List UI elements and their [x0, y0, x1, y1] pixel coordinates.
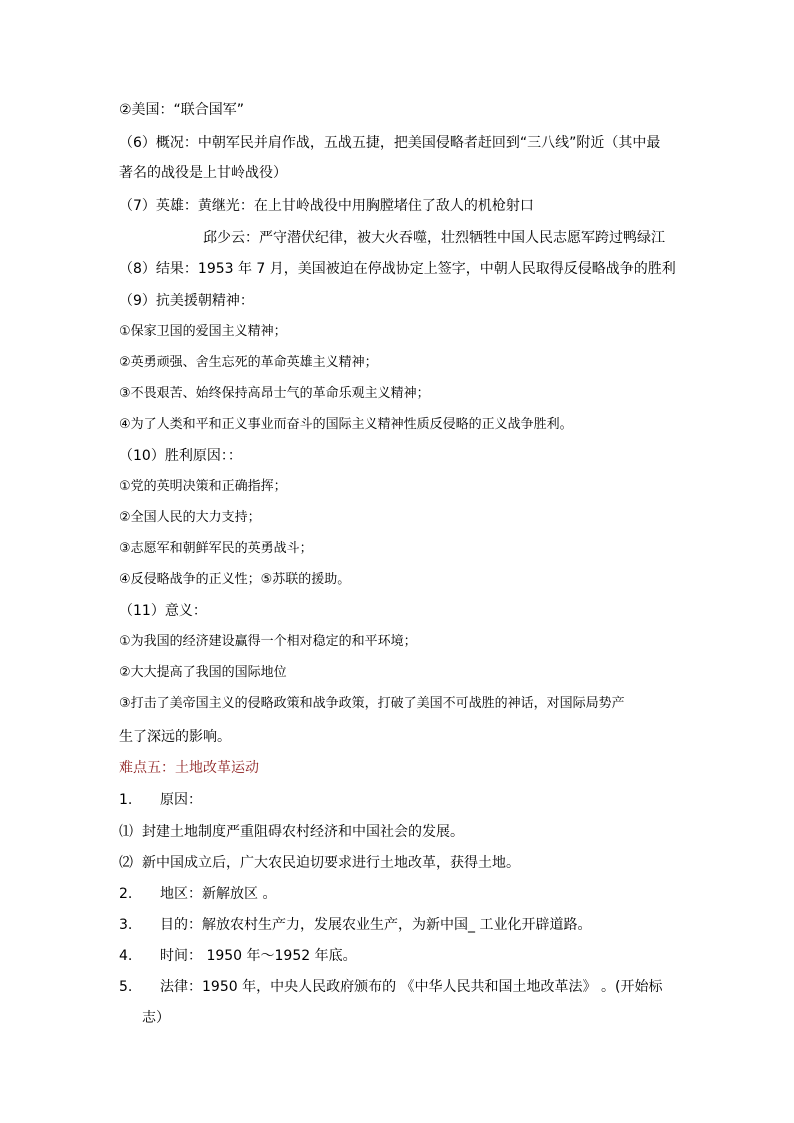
text-line: ③不畏艰苦、始终保持高昂士气的革命乐观主义精神； [119, 386, 430, 401]
list-item [119, 853, 520, 873]
text-line: （8）结果：1953 年 7 月，美国被迫在停战协定上签字，中朝人民取得反侵略战争的胜利 [119, 261, 676, 277]
text-line: ③志愿军和朝鲜军民的英勇战斗； [119, 541, 313, 556]
text-line: （6）概况：中朝军民并肩作战，五战五捷，把美国侵略者赶回到“三八线”附近（其中最 [119, 135, 661, 151]
text-line: （11）意义： [119, 603, 207, 619]
list-number: 3. [119, 917, 133, 933]
text-line: 邱少云：严守潜伏纪律，被大火吞噬，壮烈牺牲中国人民志愿军跨过鸭绿江 [203, 230, 665, 246]
text-line: ①为我国的经济建设赢得一个相对稳定的和平环境； [119, 634, 417, 649]
text-line: ①党的英明决策和正确指挥； [119, 479, 287, 494]
list-number: 2. [119, 886, 133, 902]
text-line: ④反侵略战争的正义性；⑤苏联的援助。 [119, 572, 351, 587]
text-line: 著名的战役是上甘岭战役） [119, 165, 287, 181]
list-item [119, 977, 662, 997]
list-text: 志） [142, 1010, 170, 1026]
list-number: 4. [119, 948, 133, 964]
text-line: （10）胜利原因：： [119, 448, 242, 464]
text-line: （9）抗美援朝精神： [119, 293, 254, 309]
text-line: ②全国人民的大力支持； [119, 510, 261, 525]
text-line: ④为了人类和平和正义事业而奋斗的国际主义精神性质反侵略的正义战争胜利。 [119, 417, 573, 432]
text-line: （7）英雄：黄继光：在上甘岭战役中用胸膛堵住了敌人的机枪射口 [119, 198, 534, 214]
list-text: 新中国成立后，广大农民迫切要求进行土地改革，获得土地。 [142, 855, 520, 871]
list-text: 时间： 1950 年～1952 年底。 [160, 948, 357, 964]
list-text: 原因： [160, 792, 202, 808]
list-item [119, 822, 464, 842]
list-number: 5. [119, 979, 133, 995]
list-item [119, 790, 202, 810]
section-heading: 难点五：土地改革运动 [119, 760, 259, 776]
text-line: ②英勇顽强、舍生忘死的革命英雄主义精神； [119, 355, 378, 370]
list-item-continuation [142, 1008, 170, 1028]
list-text: 法律：1950 年，中央人民政府颁布的 《中华人民共和国土地改革法》 。(开始标 [160, 979, 663, 995]
list-text: 地区：新解放区 。 [160, 886, 277, 902]
list-item [119, 946, 357, 966]
list-item [119, 915, 591, 935]
list-text: 目的：解放农村生产力，发展农业生产，为新中国_ 工业化开辟道路。 [160, 917, 592, 933]
list-item [119, 884, 276, 904]
text-line: ②美国：“联合国军” [119, 102, 245, 118]
list-number: 1. [119, 792, 133, 808]
list-number: ⑴ [119, 824, 133, 840]
list-number: ⑵ [119, 855, 133, 871]
text-line: ①保家卫国的爱国主义精神； [119, 324, 287, 339]
list-text: 封建土地制度严重阻碍农村经济和中国社会的发展。 [142, 824, 464, 840]
text-line: ②大大提高了我国的国际地位 [119, 665, 287, 680]
text-line: ③打击了美帝国主义的侵略政策和战争政策，打破了美国不可战胜的神话，对国际局势产 [119, 696, 625, 711]
text-line: 生了深远的影响。 [119, 729, 231, 745]
